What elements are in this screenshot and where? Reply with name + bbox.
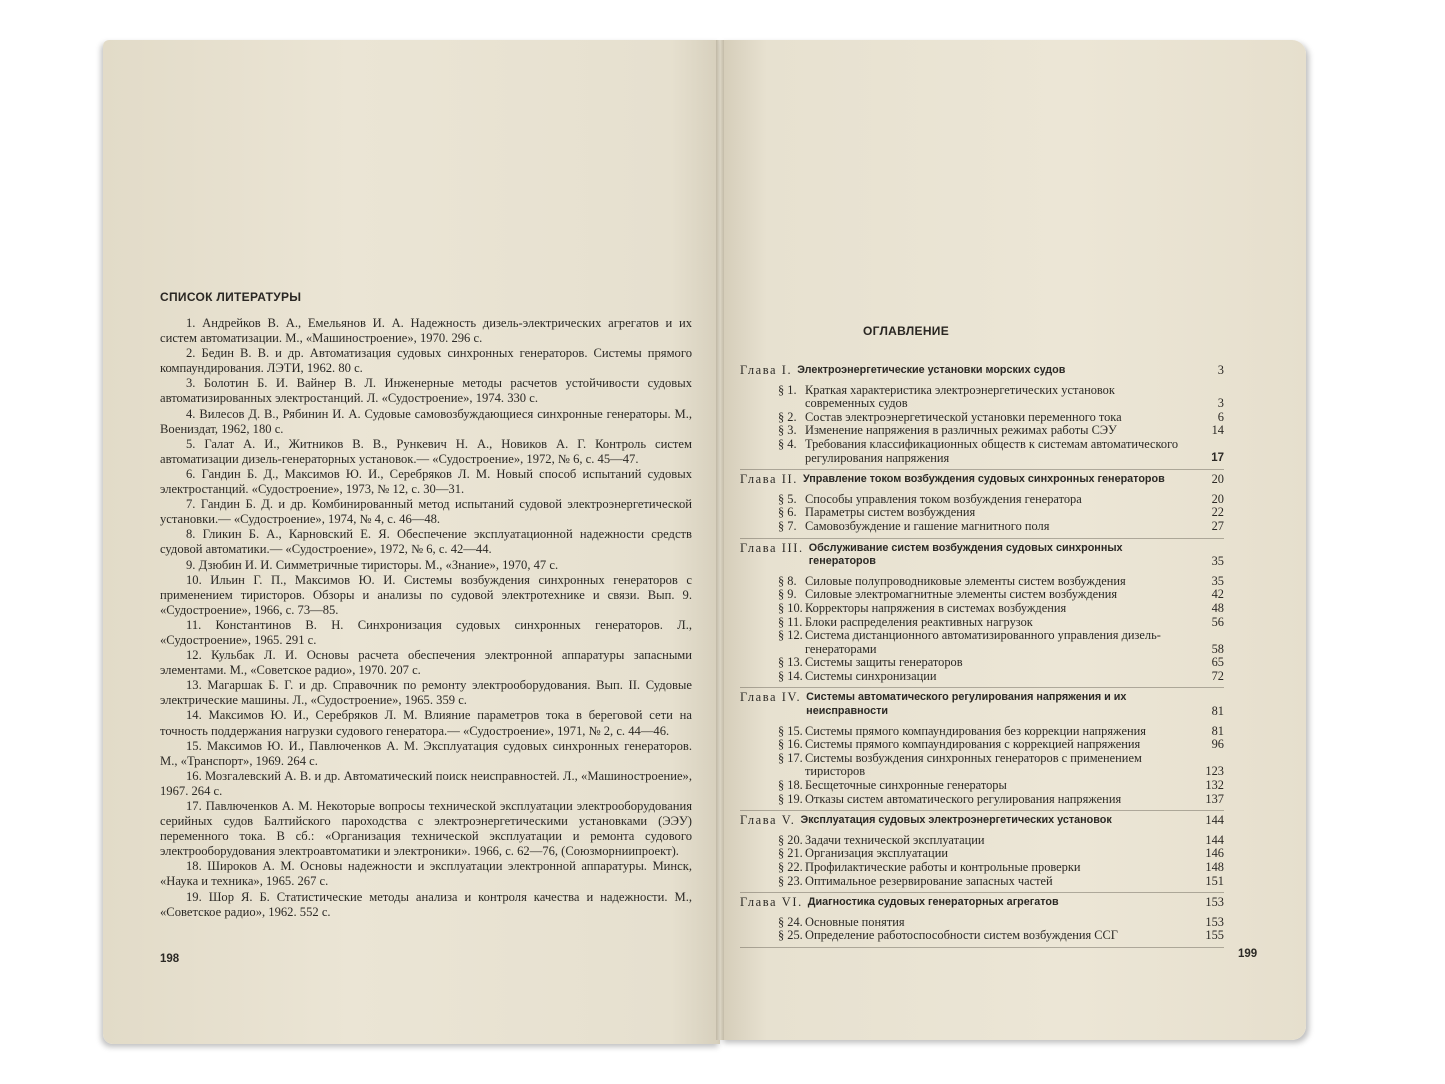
section-title: Состав электроэнергетической установки переменного тока <box>805 409 1122 424</box>
toc-section <box>740 493 1224 507</box>
chapter-page-number: 20 <box>1211 472 1224 487</box>
section-page-number: 22 <box>1211 505 1224 520</box>
section-page-number: 151 <box>1205 873 1224 888</box>
bibliography-entry: 1. Андрейков В. А., Емельянов И. А. Надежность дизель-электрических агрегатов и их систем автоматизации. М., «Машиностроение», 1970. 296 с. <box>160 316 692 346</box>
section-number: § 10. <box>778 600 803 615</box>
bibliography-entry: 3. Болотин Б. И. Вайнер В. Л. Инженерные методы расчетов устойчивости судовых автоматизированных электростанций. Л. «Судостроение», 1974. 330 с. <box>160 376 692 406</box>
chapter-page-number: 35 <box>1211 554 1224 569</box>
bibliography-entry: 18. Широков А. М. Основы надежности и эксплуатации электронной аппаратуры. Минск, «Наука и техника», 1965. 267 с. <box>160 859 692 889</box>
toc-section <box>740 602 1224 616</box>
section-number: § 13. <box>778 655 803 670</box>
section-number: § 1. <box>778 382 797 397</box>
toc-section <box>740 738 1224 752</box>
toc-section <box>740 752 1224 779</box>
chapter-page-number: 3 <box>1217 363 1224 377</box>
section-number: § 23. <box>778 873 803 888</box>
toc-section <box>740 929 1224 943</box>
chapter-title: Системы автоматического регулирования напряжения и их неисправности <box>806 691 1127 718</box>
section-number: § 7. <box>778 518 797 533</box>
toc-chapter <box>740 473 1224 487</box>
section-page-number: 48 <box>1211 600 1224 615</box>
section-number: § 21. <box>778 846 803 861</box>
section-title: Отказы систем автоматического регулирования напряжения <box>805 791 1122 806</box>
bibliography-entry: 11. Константинов В. Н. Синхронизация судовых синхронных генераторов. Л., «Судостроение», 1965. 291 с. <box>160 617 692 647</box>
section-number: § 22. <box>778 860 803 874</box>
toc-section <box>740 793 1224 807</box>
chapter-title: Обслуживание систем возбуждения судовых синхронных генераторов <box>808 541 1123 568</box>
bibliography-entry: 8. Гликин Б. А., Карновский Е. Я. Обеспечение эксплуатационной надежности средств судовой автоматики.— «Судостроение», 1972, № 6, с. 42—44. <box>160 527 692 557</box>
section-page-number: 123 <box>1205 764 1224 779</box>
section-title: Системы прямого компаундирования с коррекцией напряжения <box>805 737 1141 752</box>
section-page-number: 148 <box>1205 860 1224 874</box>
section-number: § 3. <box>778 423 797 438</box>
section-page-number: 20 <box>1211 491 1224 506</box>
section-title: Организация эксплуатации <box>805 846 948 861</box>
bibliography-entry: 14. Максимов Ю. И., Серебряков Л. М. Влияние параметров тока в береговой сети на точность поддержания нагрузки судового генератора.— «Судостроение», 1971, № 2, с. 44—46. <box>160 708 692 738</box>
section-title: Системы прямого компаундирования без коррекции напряжения <box>805 723 1146 738</box>
section-title: Системы синхронизации <box>805 668 937 683</box>
section-page-number: 42 <box>1211 587 1224 602</box>
toc-section <box>740 424 1224 438</box>
section-title: Бесщеточные синхронные генераторы <box>805 778 1007 793</box>
bibliography-entry: 9. Дзюбин И. И. Симметричные тиристоры. М., «Знание», 1970, 47 с. <box>186 557 559 572</box>
toc-section <box>740 616 1224 630</box>
bibliography-entry: 17. Павлюченков А. М. Некоторые вопросы технической эксплуатации электрооборудования серийных судов Балтийского пароходства с электроэнергетическими установками (ЭЭУ) переменного тока. В сб.: «Организация технической эксплуатации и ремонта судового электрооборудования электроавтоматики и электроники». 1966, с. 62—76, (Союзморниипроект). <box>160 799 692 859</box>
section-title: Изменение напряжения в различных режимах работы СЭУ <box>805 423 1117 438</box>
toc-section <box>740 411 1224 425</box>
section-title: Оптимальное резервирование запасных частей <box>805 873 1053 888</box>
section-number: § 12. <box>778 628 803 643</box>
section-page-number: 137 <box>1205 791 1224 806</box>
section-number: § 25. <box>778 928 803 943</box>
chapter-title: Эксплуатация судовых электроэнергетических установок <box>800 814 1112 827</box>
toc-section <box>740 779 1224 793</box>
section-page-number: 17 <box>1211 451 1224 464</box>
chapter-label: Глава IV. <box>740 690 802 705</box>
chapter-title: Электроэнергетические установки морских судов <box>797 364 1066 376</box>
section-page-number: 81 <box>1211 723 1224 738</box>
section-title: Параметры систем возбуждения <box>805 505 976 520</box>
section-page-number: 3 <box>1217 396 1224 411</box>
toc-section <box>740 384 1224 411</box>
section-number: § 24. <box>778 914 803 929</box>
section-title: Требования классификационных обществ к системам автоматического регулирования напряжения <box>805 436 1179 465</box>
chapter-page-number: 81 <box>1211 704 1224 719</box>
section-title: Корректоры напряжения в системах возбуждения <box>805 600 1067 615</box>
toc-section <box>740 588 1224 602</box>
toc-section <box>740 629 1224 656</box>
section-number: § 9. <box>778 587 797 602</box>
bibliography-entry: 12. Кульбак Л. И. Основы расчета обеспечения электронной аппаратуры запасными элементами. М., «Советское радио», 1970. 207 с. <box>160 648 692 678</box>
toc-chapter <box>740 814 1224 828</box>
section-title: Задачи технической эксплуатации <box>805 832 985 847</box>
chapter-page-number: 153 <box>1205 895 1224 910</box>
section-title: Системы защиты генераторов <box>805 655 963 670</box>
toc-heading: ОГЛАВЛЕНИЕ <box>863 324 950 338</box>
toc-section <box>740 520 1224 534</box>
bibliography-entry: 19. Шор Я. Б. Статистические методы анализа и контроля качества и надежности. М., «Советское радио», 1962. 552 с. <box>160 889 692 919</box>
section-number: § 15. <box>778 723 803 738</box>
table-of-contents <box>740 361 1224 951</box>
bibliography-entry: 13. Магаршак Б. Г. и др. Справочник по ремонту электрооборудования. Вып. II. Судовые электрические машины. Л., «Судостроение», 1965. 359 с. <box>160 678 692 708</box>
toc-chapter <box>740 364 1224 378</box>
section-title: Система дистанционного автоматизированного управления дизель-генераторами <box>805 628 1161 656</box>
left-page-number: 198 <box>160 953 180 965</box>
section-number: § 14. <box>778 668 803 683</box>
section-title: Силовые полупроводниковые элементы систем возбуждения <box>805 573 1126 588</box>
bibliography-entry: 7. Гандин Б. Д. и др. Комбинированный метод испытаний судовой электроэнергетической установки.— «Судостроение», 1974, № 4, с. 46—48. <box>160 497 692 527</box>
bibliography-list <box>160 316 692 920</box>
section-number: § 4. <box>778 436 797 451</box>
toc-section <box>740 656 1224 670</box>
section-page-number: 14 <box>1211 423 1224 438</box>
toc-section <box>740 670 1224 684</box>
section-number: § 16. <box>778 737 803 752</box>
section-number: § 8. <box>778 573 797 588</box>
section-page-number: 65 <box>1211 655 1224 670</box>
chapter-label: Глава VI. <box>740 895 803 910</box>
right-page-number: 199 <box>1238 948 1258 960</box>
section-number: § 20. <box>778 832 803 847</box>
toc-chapter <box>740 896 1224 910</box>
section-page-number: 58 <box>1211 641 1224 656</box>
bibliography-heading: СПИСОК ЛИТЕРАТУРЫ <box>160 290 302 304</box>
chapter-label: Глава III. <box>740 540 804 555</box>
section-page-number: 6 <box>1217 409 1224 424</box>
section-title: Самовозбуждение и гашение магнитного поля <box>805 518 1050 533</box>
toc-section <box>740 506 1224 520</box>
section-page-number: 96 <box>1211 737 1224 752</box>
toc-section <box>740 725 1224 739</box>
toc-chapter <box>740 691 1224 718</box>
chapter-label: Глава I. <box>740 363 793 377</box>
toc-section <box>740 916 1224 930</box>
section-title: Блоки распределения реактивных нагрузок <box>805 614 1033 629</box>
chapter-label: Глава II. <box>740 472 798 487</box>
section-page-number: 72 <box>1211 668 1224 683</box>
chapter-title: Диагностика судовых генераторных агрегатов <box>807 896 1059 909</box>
bibliography-entry: 6. Гандин Б. Д., Максимов Ю. И., Серебряков Л. М. Новый способ испытаний судовых электростанций. «Судостроение», 1973, № 12, с. 30—31. <box>160 466 692 497</box>
section-number: § 18. <box>778 778 803 793</box>
book-spine <box>716 40 724 1040</box>
toc-section <box>740 861 1224 875</box>
chapter-label: Глава V. <box>740 813 796 828</box>
section-number: § 11. <box>778 614 803 629</box>
section-number: § 6. <box>778 505 797 520</box>
toc-section <box>740 834 1224 848</box>
section-title: Силовые электромагнитные элементы систем возбуждения <box>805 587 1118 602</box>
chapter-title: Управление током возбуждения судовых синхронных генераторов <box>802 473 1165 486</box>
section-title: Краткая характеристика электроэнергетических установок современных судов <box>805 382 1115 411</box>
section-page-number: 132 <box>1205 778 1224 793</box>
section-page-number: 153 <box>1205 914 1224 929</box>
section-page-number: 27 <box>1211 518 1224 533</box>
bibliography-entry: 5. Галат А. И., Житников В. В., Рункевич Н. А., Новиков А. Г. Контроль систем автоматизации дизель-генераторных установок.— «Судостроение», 1972, № 6, с. 45—47. <box>160 436 692 466</box>
section-title: Основные понятия <box>805 914 905 929</box>
section-page-number: 56 <box>1211 614 1224 629</box>
bibliography-entry: 15. Максимов Ю. И., Павлюченков А. М. Эксплуатация судовых синхронных генераторов. М., «Транспорт», 1969. 264 с. <box>160 738 692 768</box>
toc-chapter <box>740 542 1224 569</box>
section-title: Определение работоспособности систем возбуждения ССГ <box>805 928 1118 943</box>
bibliography-entry: 10. Ильин Г. П., Максимов Ю. И. Системы возбуждения синхронных генераторов с применением тиристоров. Обзоры и анализы по судовой электротехнике и связи. Вып. 9. «Судостроение», 1966, с. 73—85. <box>160 572 692 617</box>
section-number: § 17. <box>778 750 803 765</box>
section-number: § 5. <box>778 491 797 506</box>
section-page-number: 155 <box>1205 928 1224 943</box>
section-title: Профилактические работы и контрольные проверки <box>805 860 1081 874</box>
section-page-number: 35 <box>1211 573 1224 588</box>
bibliography-entry: 4. Вилесов Д. В., Рябинин И. А. Судовые самовозбуждающиеся синхронные генераторы. М., Воениздат, 1962, 180 с. <box>160 406 692 436</box>
toc-section <box>740 438 1224 465</box>
chapter-page-number: 144 <box>1205 813 1224 828</box>
section-number: § 19. <box>778 791 803 806</box>
section-page-number: 146 <box>1205 846 1224 861</box>
section-title: Системы возбуждения синхронных генераторов с применением тиристоров <box>805 750 1142 779</box>
toc-section <box>740 875 1224 889</box>
section-page-number: 144 <box>1205 832 1224 847</box>
toc-section <box>740 847 1224 861</box>
section-title: Способы управления током возбуждения генератора <box>805 491 1082 506</box>
section-number: § 2. <box>778 409 797 424</box>
bibliography-entry: 2. Бедин В. В. и др. Автоматизация судовых синхронных генераторов. Системы прямого компаундирования. ЛЭТИ, 1962. 80 с. <box>160 346 692 376</box>
bibliography-entry: 16. Мозгалевский А. В. и др. Автоматический поиск неисправностей. Л., «Машиностроение», 1967. 264 с. <box>160 768 692 798</box>
toc-section <box>740 575 1224 589</box>
